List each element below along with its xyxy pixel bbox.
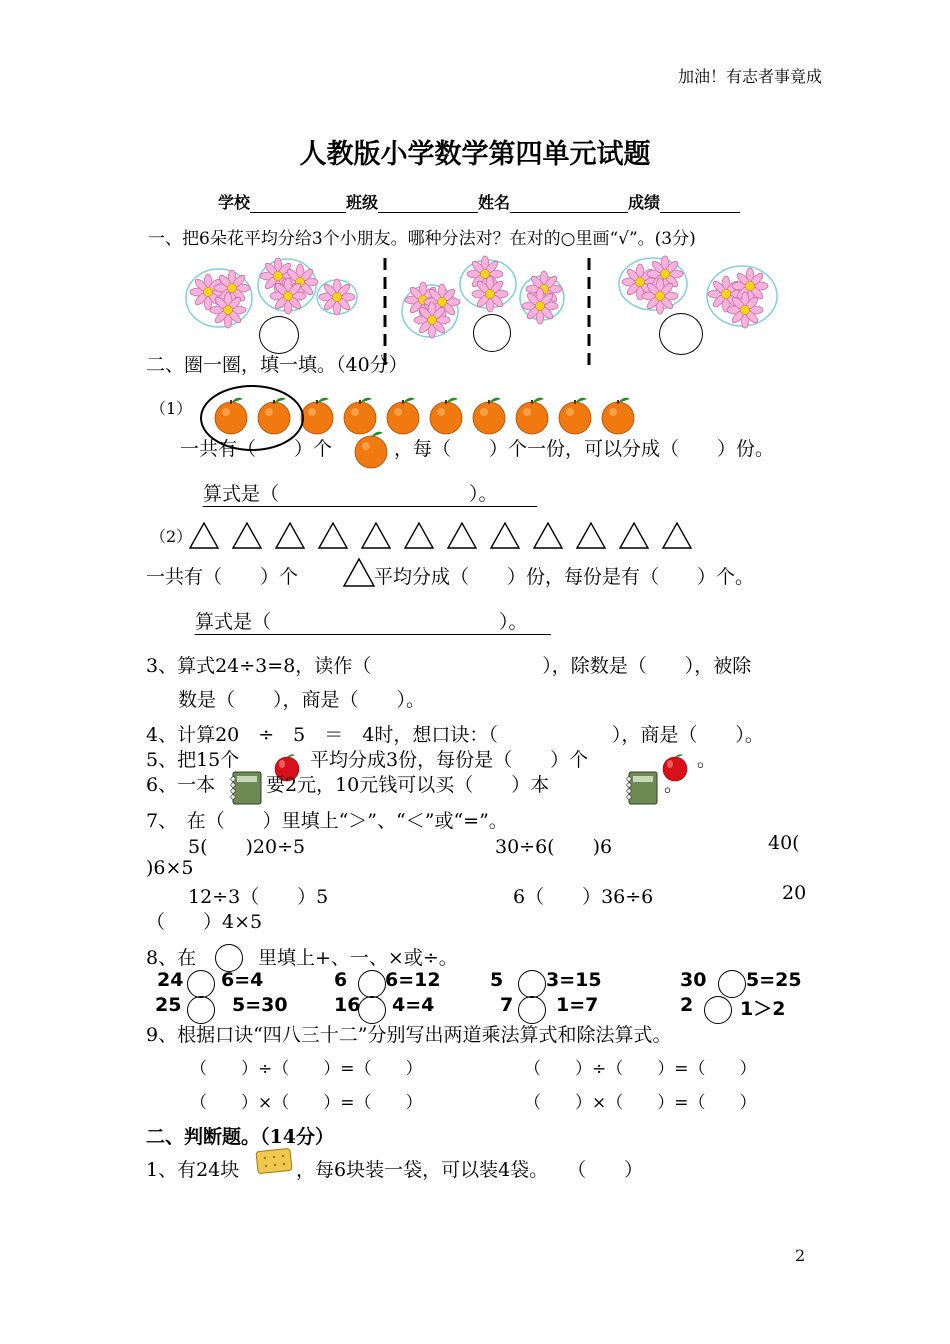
q8-blank-circle[interactable] bbox=[518, 970, 546, 998]
q9-mul-2: （ ）×（ ）=（ ） bbox=[524, 1093, 757, 1113]
q8-r1-g: 30 bbox=[680, 969, 707, 991]
q7-r1c3: 40( bbox=[768, 832, 800, 854]
q7-r1c1: 5( )20÷5 bbox=[188, 836, 306, 858]
q7-r2c1: 12÷3（ ）5 bbox=[188, 886, 329, 908]
q8-r2-e: 7 bbox=[500, 994, 514, 1016]
q8-r1-e: 5 bbox=[490, 969, 504, 991]
class-blank bbox=[378, 193, 478, 213]
triangle-icon bbox=[342, 557, 376, 589]
separator-2 bbox=[584, 258, 594, 370]
q6-text-a: 6、一本 bbox=[146, 774, 216, 796]
school-label: 学校 bbox=[218, 193, 251, 212]
memo-book-icon bbox=[624, 770, 660, 806]
q8-r1-c: 6 bbox=[334, 969, 348, 991]
q8-head-a: 8、在 bbox=[146, 947, 197, 969]
q8-r2-g: 2 bbox=[680, 994, 694, 1016]
q1-text: 一、把6朵花平均分给3个小朋友。哪种分法对？在对的○里画“√”。(3分) bbox=[148, 229, 696, 249]
q5-text-c: 。 bbox=[697, 749, 717, 771]
q2-p2-formula: 算式是（ ）。 bbox=[195, 607, 551, 635]
q9-head: 9、根据口诀“四八三十二”分别写出两道乘法算式和除法算式。 bbox=[146, 1024, 672, 1046]
q8-r1-h: 5=25 bbox=[746, 969, 802, 991]
q8-r1-d: 6=12 bbox=[385, 969, 441, 991]
q9-div-2: （ ）÷（ ）=（ ） bbox=[524, 1059, 757, 1079]
q8-r2-h: 1＞2 bbox=[740, 998, 786, 1020]
memo-book-icon bbox=[228, 770, 264, 806]
q2-heading: 二、圈一圈，填一填。（40分） bbox=[146, 354, 408, 376]
triangles-row bbox=[187, 520, 699, 552]
q8-r1-a: 24 bbox=[157, 969, 184, 991]
q4-text: 4、计算20 ÷ 5 ＝ 4时，想口诀：（ ），商是（ ）。 bbox=[146, 724, 764, 746]
q7-r1c4: )6×5 bbox=[146, 857, 194, 879]
q8-head-circle bbox=[215, 944, 243, 972]
q8-blank-circle[interactable] bbox=[704, 996, 732, 1024]
q7-head: 7、 在（ ）里填上“＞”、“＜”或“=”。 bbox=[146, 810, 508, 832]
answer-circle-3[interactable] bbox=[659, 313, 703, 355]
q3-line-a: 3、算式24÷3=8，读作（ ），除数是（ ），被除 bbox=[146, 655, 752, 677]
class-label: 班级 bbox=[346, 193, 379, 212]
page-title: 人教版小学数学第四单元试题 bbox=[299, 139, 651, 170]
name-label: 姓名 bbox=[478, 193, 511, 212]
q8-blank-circle[interactable] bbox=[187, 970, 215, 998]
q3-line-b: 数是（ ），商是（ ）。 bbox=[178, 689, 426, 711]
school-blank bbox=[250, 193, 346, 213]
q7-r2c2: 6（ ）36÷6 bbox=[513, 886, 654, 908]
q2-p2-label: （2） bbox=[150, 527, 193, 546]
q2-p1-line-b: ，每（ ）个一份，可以分成（ ）份。 bbox=[394, 438, 775, 460]
header-motto: 加油！有志者事竟成 bbox=[678, 67, 823, 86]
judge-q1-a: 1、有24块 bbox=[146, 1159, 240, 1181]
info-line bbox=[218, 190, 740, 213]
name-blank bbox=[510, 193, 628, 213]
q7-r1c2: 30÷6( )6 bbox=[495, 836, 613, 858]
orange-icon bbox=[352, 430, 390, 470]
q8-r2-f: 1=7 bbox=[556, 994, 599, 1016]
q6-text-c: 。 bbox=[664, 774, 684, 796]
q2-p1-label: （1） bbox=[150, 399, 193, 418]
q9-div-1: （ ）÷（ ）=（ ） bbox=[190, 1059, 423, 1079]
q2-p1-line-a: 一共有（ ）个 bbox=[180, 438, 333, 460]
q2-p1-formula: 算式是（ ）。 bbox=[203, 479, 537, 507]
q7-r2c4: （ ）4×5 bbox=[146, 911, 263, 933]
q2-p2-line-a: 一共有（ ）个 bbox=[146, 566, 299, 588]
q8-r2-a: 25 bbox=[155, 994, 182, 1016]
q5-text-b: 平均分成3份，每份是（ ）个 bbox=[310, 749, 589, 771]
q7-r2c3: 20 bbox=[782, 882, 807, 904]
page-number: 2 bbox=[795, 1246, 806, 1265]
judge-q1-b: ，每6块装一袋，可以装4袋。 （ ） bbox=[296, 1159, 644, 1181]
q8-r2-d: 4=4 bbox=[392, 994, 435, 1016]
q9-mul-1: （ ）×（ ）=（ ） bbox=[190, 1093, 423, 1113]
judge-heading: 二、判断题。（14分） bbox=[146, 1126, 334, 1148]
q8-r1-f: 3=15 bbox=[546, 969, 602, 991]
q8-r2-b: 5=30 bbox=[232, 994, 288, 1016]
q2-p2-line-b: 平均分成（ ）份，每份是有（ ）个。 bbox=[374, 566, 755, 588]
q8-head-b: 里填上+、一、×或÷。 bbox=[258, 947, 458, 969]
q8-r1-b: 6=4 bbox=[221, 969, 264, 991]
q5-text-a: 5、把15个 bbox=[146, 749, 240, 771]
q8-r2-c: 16 bbox=[334, 994, 361, 1016]
q8-blank-circle[interactable] bbox=[358, 970, 386, 998]
score-blank bbox=[660, 193, 740, 213]
score-label: 成绩 bbox=[628, 193, 661, 212]
biscuit-icon bbox=[254, 1146, 294, 1176]
q6-text-b: 要2元，10元钱可以买（ ）本 bbox=[266, 774, 550, 796]
answer-circle-1[interactable] bbox=[259, 316, 299, 354]
answer-circle-2[interactable] bbox=[473, 314, 511, 352]
